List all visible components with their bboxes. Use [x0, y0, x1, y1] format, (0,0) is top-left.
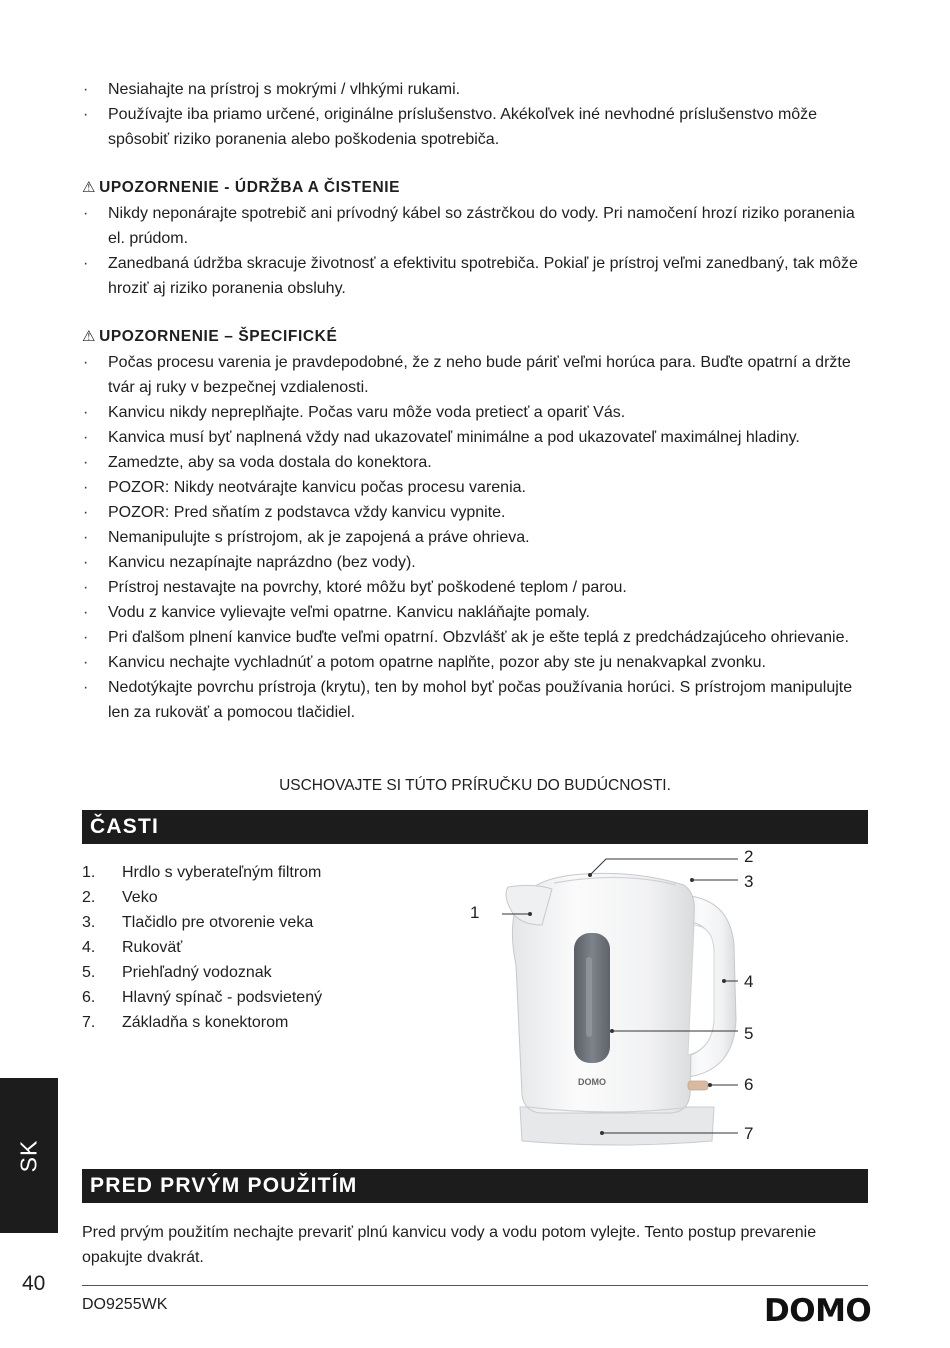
part-label: Hlavný spínač - podsvietený: [122, 989, 323, 1006]
part-number: 3.: [82, 914, 96, 931]
callout-label: 5: [744, 1024, 754, 1043]
first-use-section-title: PRED PRVÝM POUŽITÍM: [82, 1169, 868, 1203]
language-tab-label: SK: [15, 1139, 42, 1173]
list-item: [82, 985, 322, 1010]
list-item: [82, 860, 322, 885]
warning-triangle-icon: ⚠: [82, 328, 97, 345]
footer-divider: [82, 1285, 868, 1286]
list-item: · Kanvica musí byť naplnená vždy nad ukazovateľ minimálne a pod ukazovateľ maximálnej hladiny.: [82, 425, 872, 450]
brand-logo: DOMO: [764, 1293, 872, 1329]
callout-label: 6: [744, 1075, 754, 1094]
warning-maintenance-heading: [82, 177, 400, 199]
switch-marker: [688, 1081, 708, 1090]
list-item: [82, 960, 322, 985]
parts-list: [82, 860, 322, 1035]
first-use-text: Pred prvým použitím nechajte prevariť plnú kanvicu vody a vodu potom vylejte. Tento postup prevarenie opakujte dvakrát.: [82, 1224, 817, 1266]
warning-specific-title: UPOZORNENIE – ŠPECIFICKÉ: [99, 328, 338, 345]
warning-triangle-icon: ⚠: [82, 179, 97, 196]
part-label: Tlačidlo pre otvorenie veka: [122, 914, 314, 931]
callout-label: 2: [744, 847, 754, 866]
callout-label: 3: [744, 872, 754, 891]
list-item: [82, 1010, 322, 1035]
list-item: · Zanedbaná údržba skracuje životnosť a efektivitu spotrebiča. Pokiaľ je prístroj veľmi zanedbaný, tak môže hroziť aj riziko poranenia obsluhy.: [82, 251, 872, 301]
list-item: · POZOR: Pred sňatím z podstavca vždy kanvicu vypnite.: [82, 500, 872, 525]
kettle-logo: DOMO: [578, 1077, 606, 1087]
list-item: · Používajte iba priamo určené, originálne príslušenstvo. Akékoľvek iné nevhodné príslušenstvo môže spôsobiť riziko poranenia alebo poškodenia spotrebiča.: [82, 102, 872, 152]
list-item: · Pri ďalšom plnení kanvice buďte veľmi opatrní. Obzvlášť ak je ešte teplá z predchádzajúceho ohrievanie.: [82, 625, 872, 650]
list-item: · Nemanipulujte s prístrojom, ak je zapojená a práve ohrieva.: [82, 525, 872, 550]
model-number: DO9255WK: [82, 1296, 168, 1313]
list-item: · Prístroj nestavajte na povrchy, ktoré môžu byť poškodené teplom / parou.: [82, 575, 872, 600]
list-item: · Kanvicu nikdy nepreplňajte. Počas varu môže voda pretiecť a opariť Vás.: [82, 400, 872, 425]
part-number: 2.: [82, 889, 96, 906]
callout-label: 7: [744, 1124, 754, 1143]
warning-specific-list: [82, 350, 872, 725]
language-tab: [0, 1078, 58, 1233]
list-item: · Nedotýkajte povrchu prístroja (krytu), ten by mohol byť počas používania horúci. S prístrojom manipulujte len za rukoväť a pomocou tlačidiel.: [82, 675, 872, 725]
list-item: · POZOR: Nikdy neotvárajte kanvicu počas procesu varenia.: [82, 475, 872, 500]
part-label: Priehľadný vodoznak: [122, 964, 272, 981]
part-label: Veko: [122, 889, 158, 906]
part-number: 4.: [82, 939, 96, 956]
list-item: [82, 885, 322, 910]
parts-section-title: ČASTI: [82, 810, 868, 844]
part-number: 6.: [82, 989, 96, 1006]
part-number: 5.: [82, 964, 96, 981]
list-item: · Zamedzte, aby sa voda dostala do konektora.: [82, 450, 872, 475]
keep-manual-note: USCHOVAJTE SI TÚTO PRÍRUČKU DO BUDÚCNOSTI.: [279, 777, 671, 794]
callout-label: 4: [744, 972, 754, 991]
part-label: Základňa s konektorom: [122, 1014, 289, 1031]
warning-maintenance-list: [82, 201, 872, 301]
list-item: · Kanvicu nechajte vychladnúť a potom opatrne naplňte, pozor aby ste ju nenakvapkal zvonku.: [82, 650, 872, 675]
kettle-illustration: [462, 845, 772, 1150]
warning-maintenance-title: UPOZORNENIE - ÚDRŽBA A ČISTENIE: [99, 179, 401, 196]
kettle-diagram: [462, 845, 772, 1150]
list-item: · Nesiahajte na prístroj s mokrými / vlhkými rukami.: [82, 77, 872, 102]
list-item: · Počas procesu varenia je pravdepodobné, že z neho bude páriť veľmi horúca para. Buďte opatrní a držte tvár aj ruky v bezpečnej vzdialenosti.: [82, 350, 872, 400]
list-item: · Nikdy neponárajte spotrebič ani prívodný kábel so zástrčkou do vody. Pri namočení hrozí riziko poranenia el. prúdom.: [82, 201, 872, 251]
list-item: [82, 910, 322, 935]
part-number: 1.: [82, 864, 96, 881]
part-number: 7.: [82, 1014, 96, 1031]
page-number: 40: [22, 1272, 46, 1295]
part-label: Hrdlo s vyberateľným filtrom: [122, 864, 322, 881]
list-item: · Kanvicu nezapínajte naprázdno (bez vody).: [82, 550, 872, 575]
list-item: [82, 935, 322, 960]
warning-specific-heading: [82, 326, 337, 348]
list-item: · Vodu z kanvice vylievajte veľmi opatrne. Kanvicu nakláňajte pomaly.: [82, 600, 872, 625]
part-label: Rukoväť: [122, 939, 183, 956]
callout-label: 1: [470, 903, 480, 922]
intro-bullet-list: [82, 77, 872, 152]
